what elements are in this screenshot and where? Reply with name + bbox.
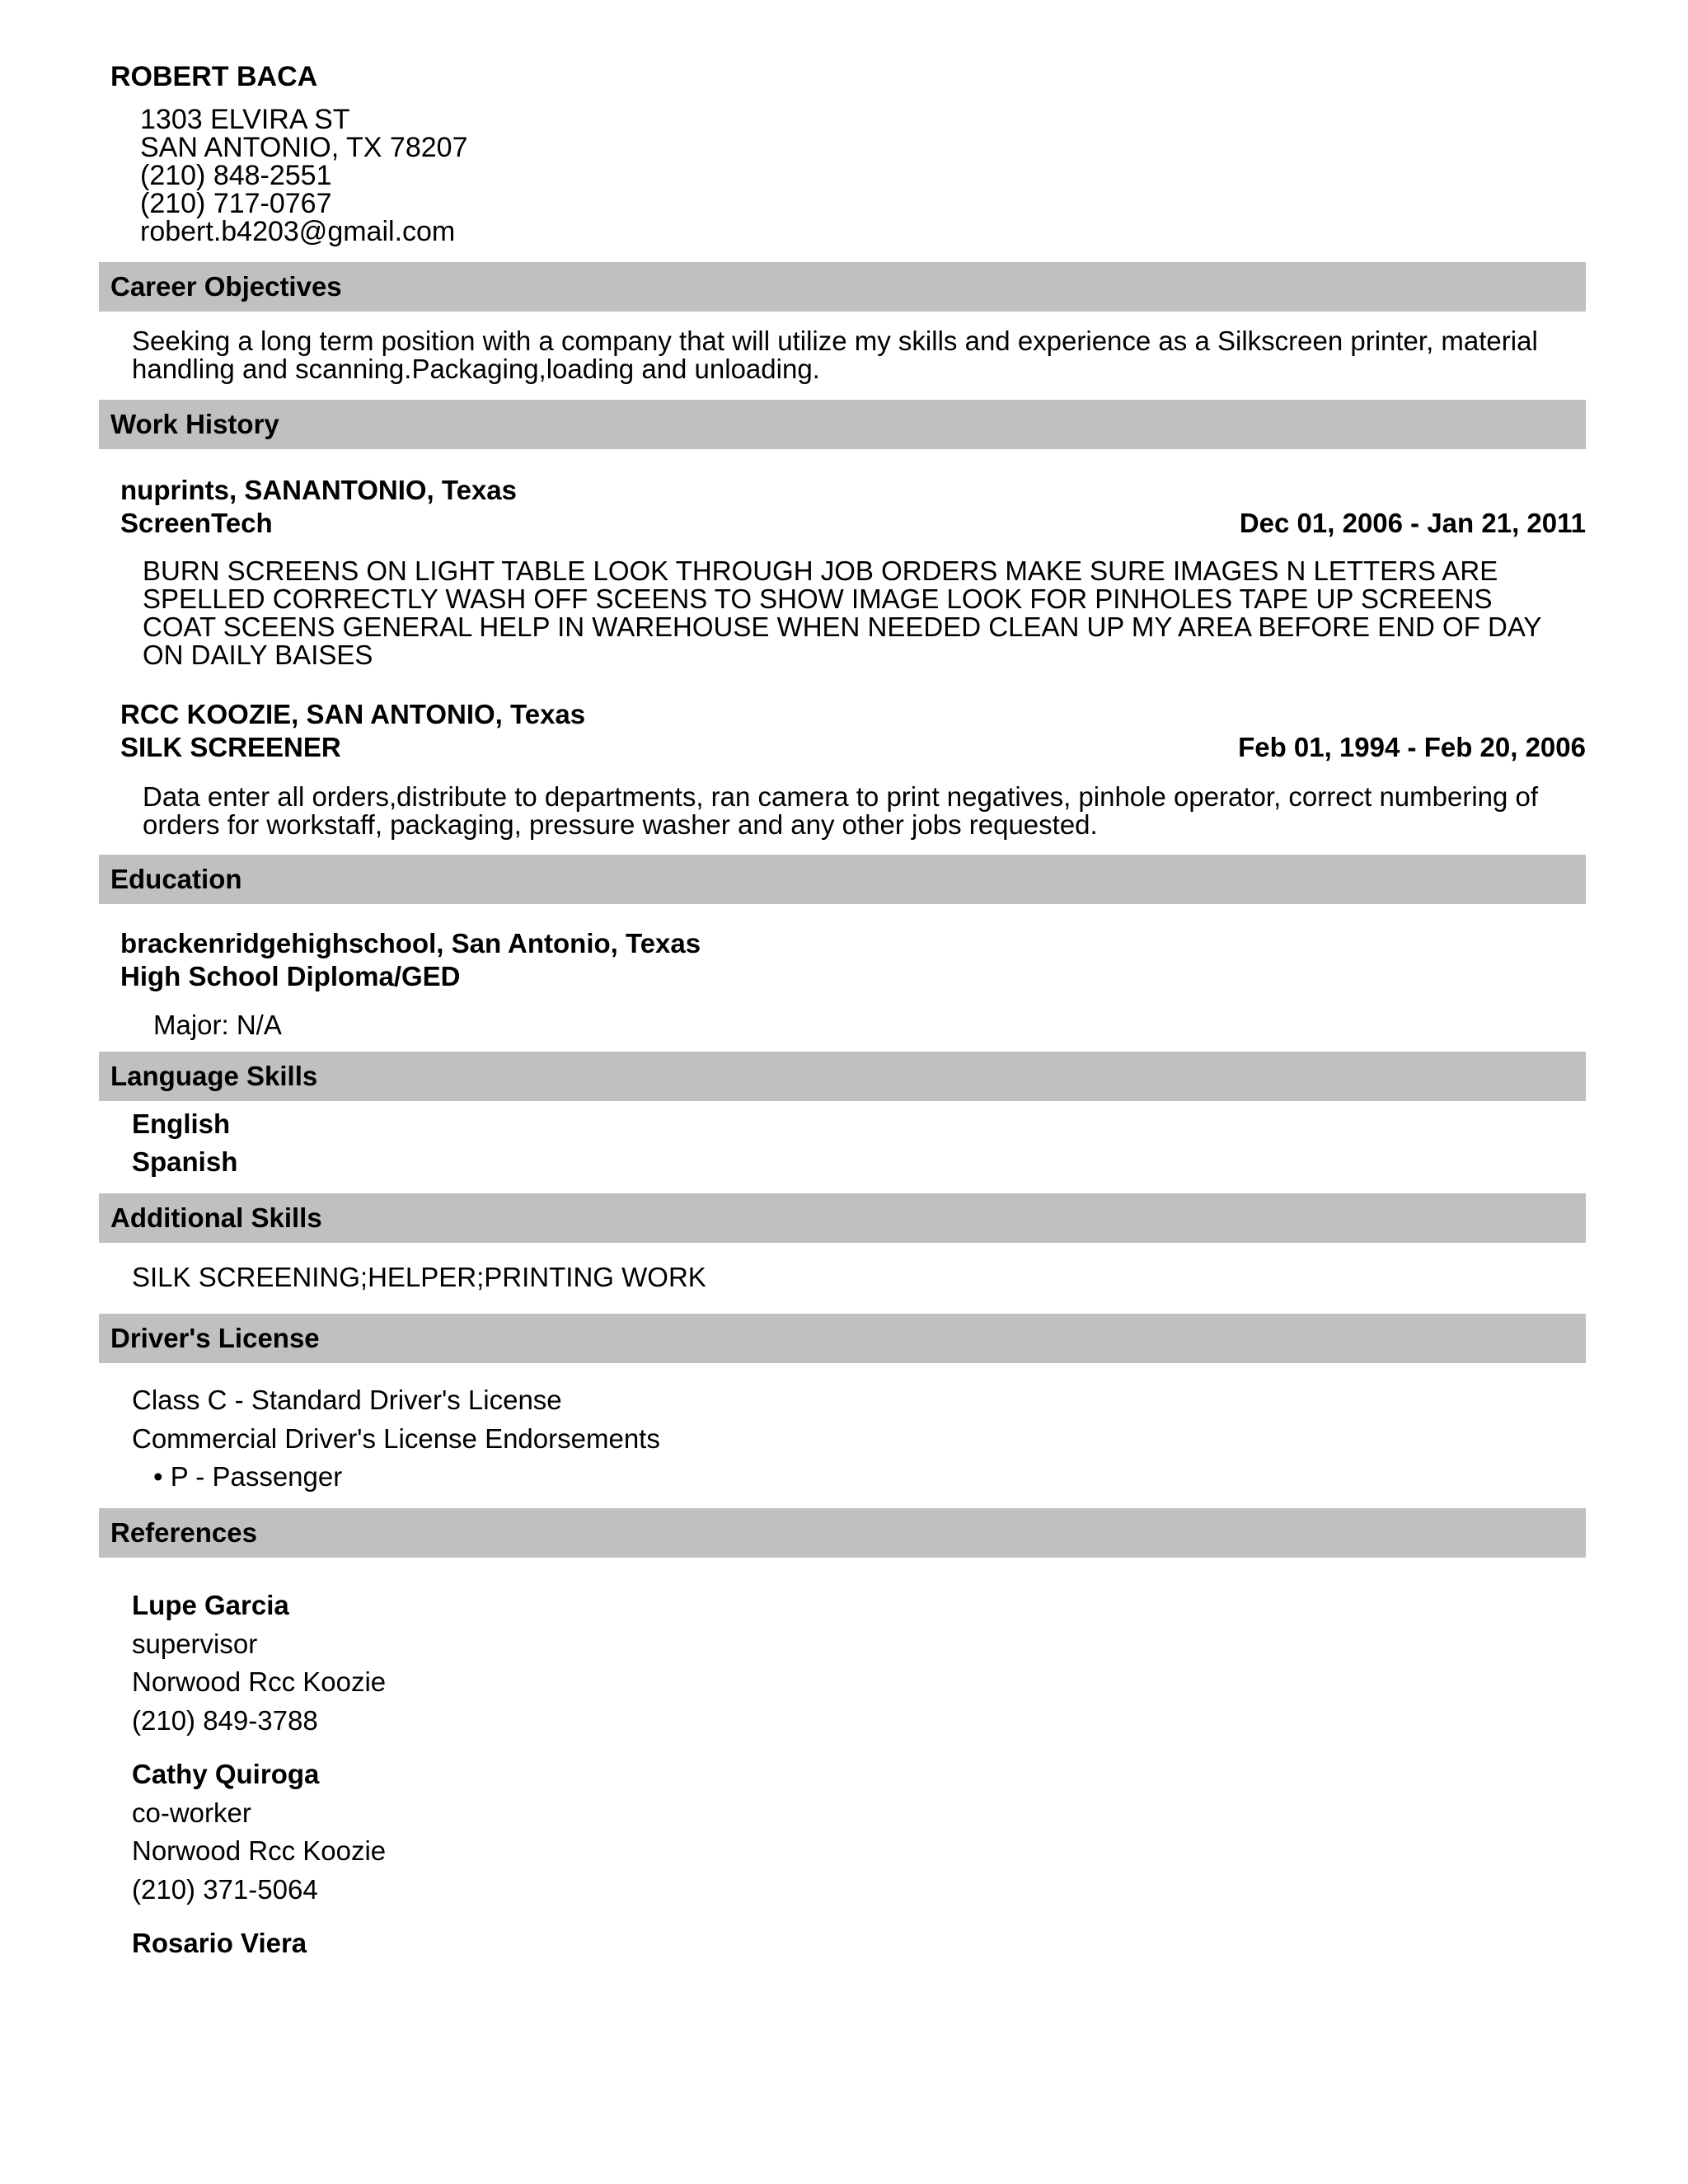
section-title: Education xyxy=(110,864,242,894)
objective-text xyxy=(132,327,1538,383)
section-title: References xyxy=(110,1517,257,1548)
job-description-line: BURN SCREENS ON LIGHT TABLE LOOK THROUGH JOB ORDERS MAKE SURE IMAGES N LETTERS ARE xyxy=(143,555,1498,586)
address-line: 1303 ELVIRA ST xyxy=(140,104,350,135)
job-description xyxy=(143,783,1538,839)
major: Major: N/A xyxy=(153,1010,282,1040)
reference-company: Norwood Rcc Koozie xyxy=(132,1835,387,1866)
email-address: robert.b4203@gmail.com xyxy=(140,216,456,247)
section-header-additional-skills xyxy=(99,1193,1586,1243)
reference-name: Cathy Quiroga xyxy=(132,1759,320,1789)
job-description-line: orders for workstaff, packaging, pressure washer and any other jobs requested. xyxy=(143,809,1098,840)
reference-company: Norwood Rcc Koozie xyxy=(132,1666,387,1697)
section-header-education xyxy=(99,855,1586,904)
reference-name: Lupe Garcia xyxy=(132,1590,289,1620)
license-class: Class C - Standard Driver's License xyxy=(132,1385,562,1415)
job-employer: RCC KOOZIE, SAN ANTONIO, Texas xyxy=(120,699,586,729)
candidate-name: ROBERT BACA xyxy=(110,61,318,92)
degree: High School Diploma/GED xyxy=(120,961,461,991)
section-header-references xyxy=(99,1508,1586,1558)
job-dates: Feb 01, 1994 - Feb 20, 2006 xyxy=(1238,732,1586,762)
reference-role: supervisor xyxy=(132,1629,258,1659)
section-header-drivers-license xyxy=(99,1314,1586,1363)
job-title: ScreenTech xyxy=(120,508,273,538)
job-description xyxy=(143,557,1541,669)
job-description-line: Data enter all orders,distribute to departments, ran camera to print negatives, pinhole operator, correct numbering of xyxy=(143,781,1539,812)
license-endorsement-item: • P - Passenger xyxy=(153,1461,343,1492)
phone-secondary: (210) 717-0767 xyxy=(140,188,332,219)
contact-block xyxy=(140,105,467,246)
job-description-line: COAT SCEENS GENERAL HELP IN WAREHOUSE WHEN NEEDED CLEAN UP MY AREA BEFORE END OF DAY xyxy=(143,612,1542,642)
section-title: Work History xyxy=(110,409,279,439)
objective-line: Seeking a long term position with a company that will utilize my skills and experience as a Silkscreen printer, material xyxy=(132,326,1538,356)
job-dates: Dec 01, 2006 - Jan 21, 2011 xyxy=(1239,508,1586,538)
language-item: Spanish xyxy=(132,1146,238,1177)
job-description-line: ON DAILY BAISES xyxy=(143,640,373,670)
additional-skills-text: SILK SCREENING;HELPER;PRINTING WORK xyxy=(132,1262,706,1292)
section-header-work-history xyxy=(99,400,1586,449)
section-header-career-objectives xyxy=(99,262,1586,312)
section-title: Career Objectives xyxy=(110,271,342,302)
job-employer: nuprints, SANANTONIO, Texas xyxy=(120,475,518,505)
section-title: Driver's License xyxy=(110,1323,320,1353)
job-title: SILK SCREENER xyxy=(120,732,341,762)
language-item: English xyxy=(132,1108,231,1139)
school-name: brackenridgehighschool, San Antonio, Texas xyxy=(120,928,701,958)
reference-role: co-worker xyxy=(132,1797,251,1828)
license-endorsements: Commercial Driver's License Endorsements xyxy=(132,1423,660,1454)
section-header-language-skills xyxy=(99,1052,1586,1101)
job-description-line: SPELLED CORRECTLY WASH OFF SCEENS TO SHOW IMAGE LOOK FOR PINHOLES TAPE UP SCREENS xyxy=(143,583,1493,614)
reference-phone: (210) 849-3788 xyxy=(132,1705,318,1736)
section-title: Additional Skills xyxy=(110,1202,322,1233)
city-line: SAN ANTONIO, TX 78207 xyxy=(140,132,468,163)
reference-name: Rosario Viera xyxy=(132,1928,307,1958)
reference-phone: (210) 371-5064 xyxy=(132,1874,318,1905)
phone-primary: (210) 848-2551 xyxy=(140,160,332,191)
section-title: Language Skills xyxy=(110,1061,318,1091)
objective-line: handling and scanning.Packaging,loading and unloading. xyxy=(132,354,820,384)
